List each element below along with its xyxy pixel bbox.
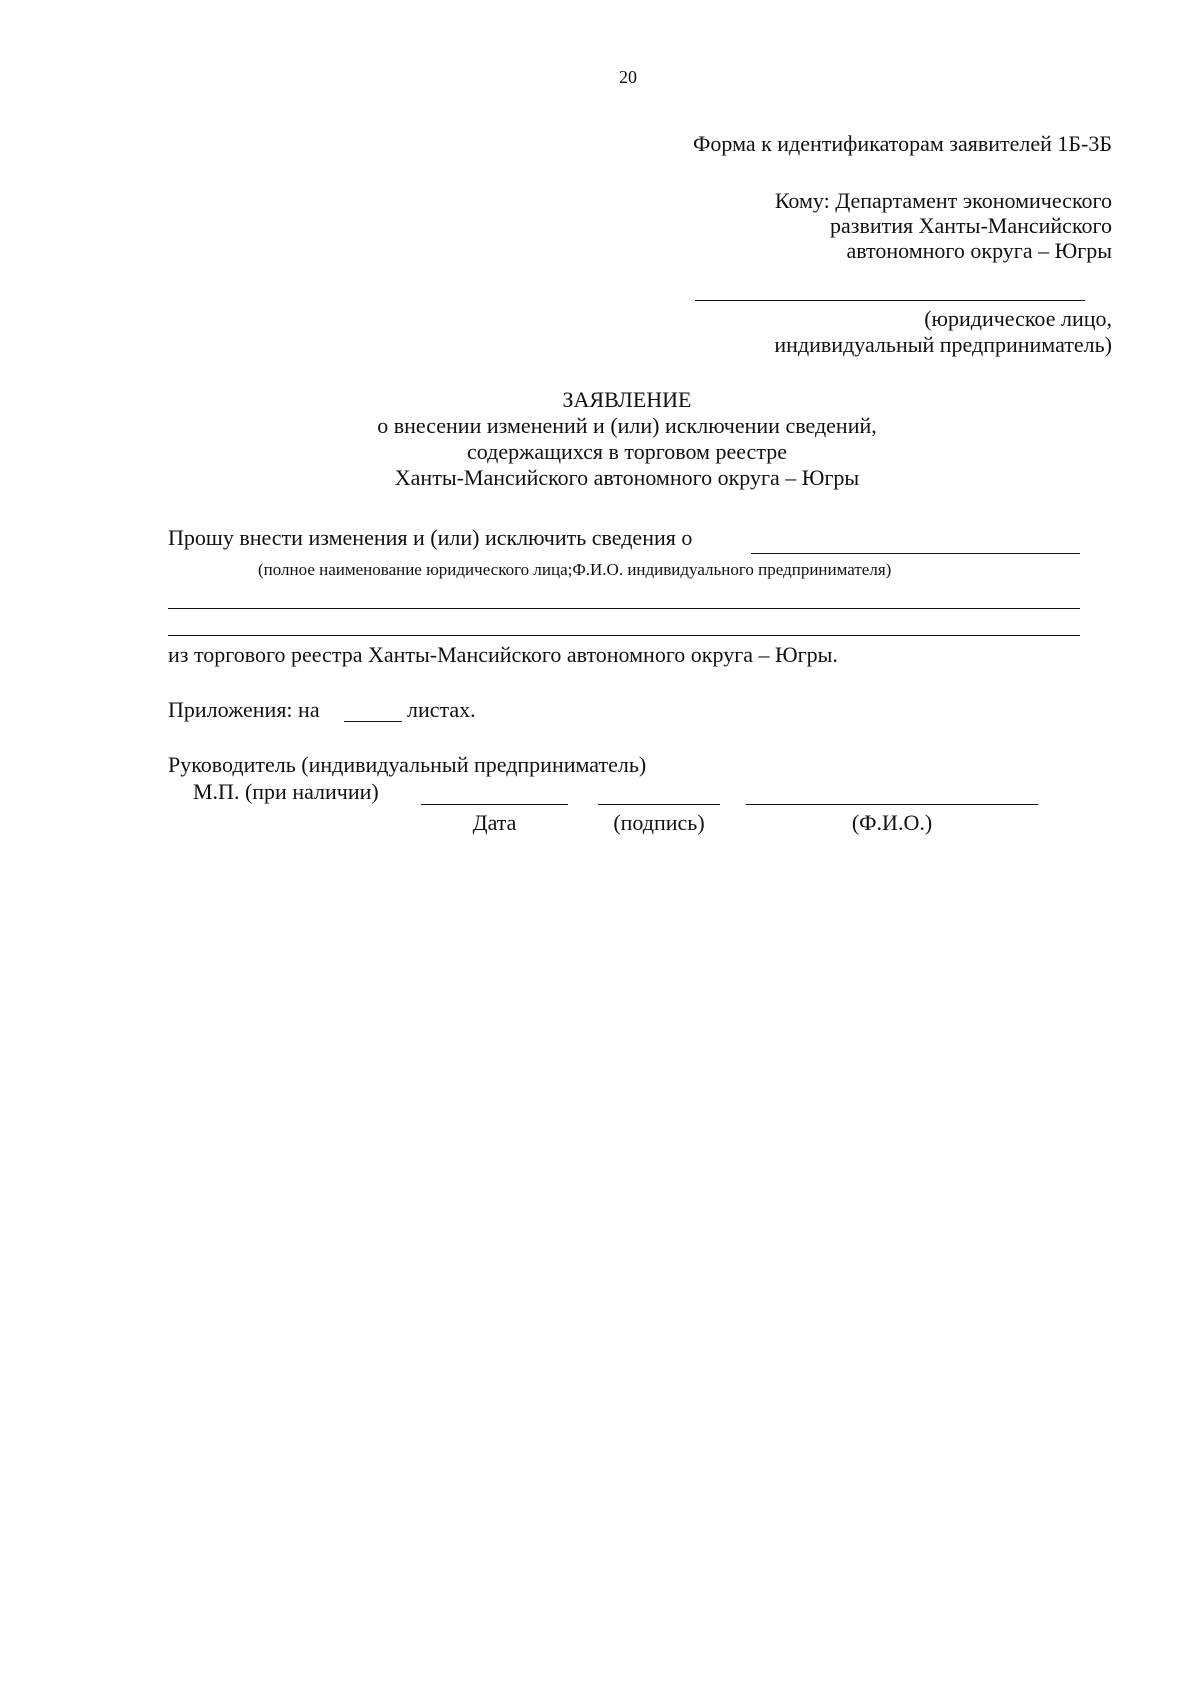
attachments-prefix: Приложения: на — [168, 697, 320, 722]
request-continuation-line-2[interactable] — [168, 635, 1080, 636]
applicant-caption-line-1: (юридическое лицо, — [924, 306, 1112, 331]
date-field-line[interactable] — [421, 804, 568, 805]
date-label: Дата — [472, 810, 517, 835]
attachments-count-field[interactable] — [344, 721, 402, 722]
head-label: Руководитель (индивидуальный предприниматель) — [168, 752, 647, 777]
document-subtitle-line-1: о внесении изменений и (или) исключении сведений, — [377, 413, 877, 438]
document-subtitle-line-2: содержащихся в торговом реестре — [467, 439, 787, 464]
applicant-caption-line-2: индивидуальный предприниматель) — [774, 332, 1112, 357]
signature-field-line[interactable] — [598, 804, 720, 805]
request-continuation-line-1[interactable] — [168, 608, 1080, 609]
page-number: 20 — [619, 67, 637, 87]
full-name-label: (Ф.И.О.) — [851, 810, 933, 835]
request-text: Прошу внести изменения и (или) исключить сведения о — [168, 525, 693, 550]
request-field-line[interactable] — [751, 553, 1080, 554]
document-title: ЗАЯВЛЕНИЕ — [562, 387, 692, 412]
seal-label: М.П. (при наличии) — [193, 779, 379, 804]
full-name-field-line[interactable] — [746, 804, 1038, 805]
addressee-line-2: развития Ханты-Мансийского — [830, 213, 1112, 238]
addressee-line-1: Кому: Департамент экономического — [774, 188, 1112, 213]
registry-text: из торгового реестра Ханты-Мансийского автономного округа – Югры. — [168, 642, 838, 667]
request-caption: (полное наименование юридического лица;Ф.И.О. индивидуального предпринимателя) — [258, 560, 892, 579]
form-reference: Форма к идентификаторам заявителей 1Б-3Б — [693, 131, 1112, 156]
attachments-suffix: листах. — [407, 697, 476, 722]
addressee-line-3: автономного округа – Югры — [846, 238, 1112, 263]
document-subtitle-line-3: Ханты-Мансийского автономного округа – Югры — [394, 465, 860, 490]
applicant-field-line[interactable] — [695, 300, 1085, 301]
signature-label: (подпись) — [613, 810, 705, 835]
